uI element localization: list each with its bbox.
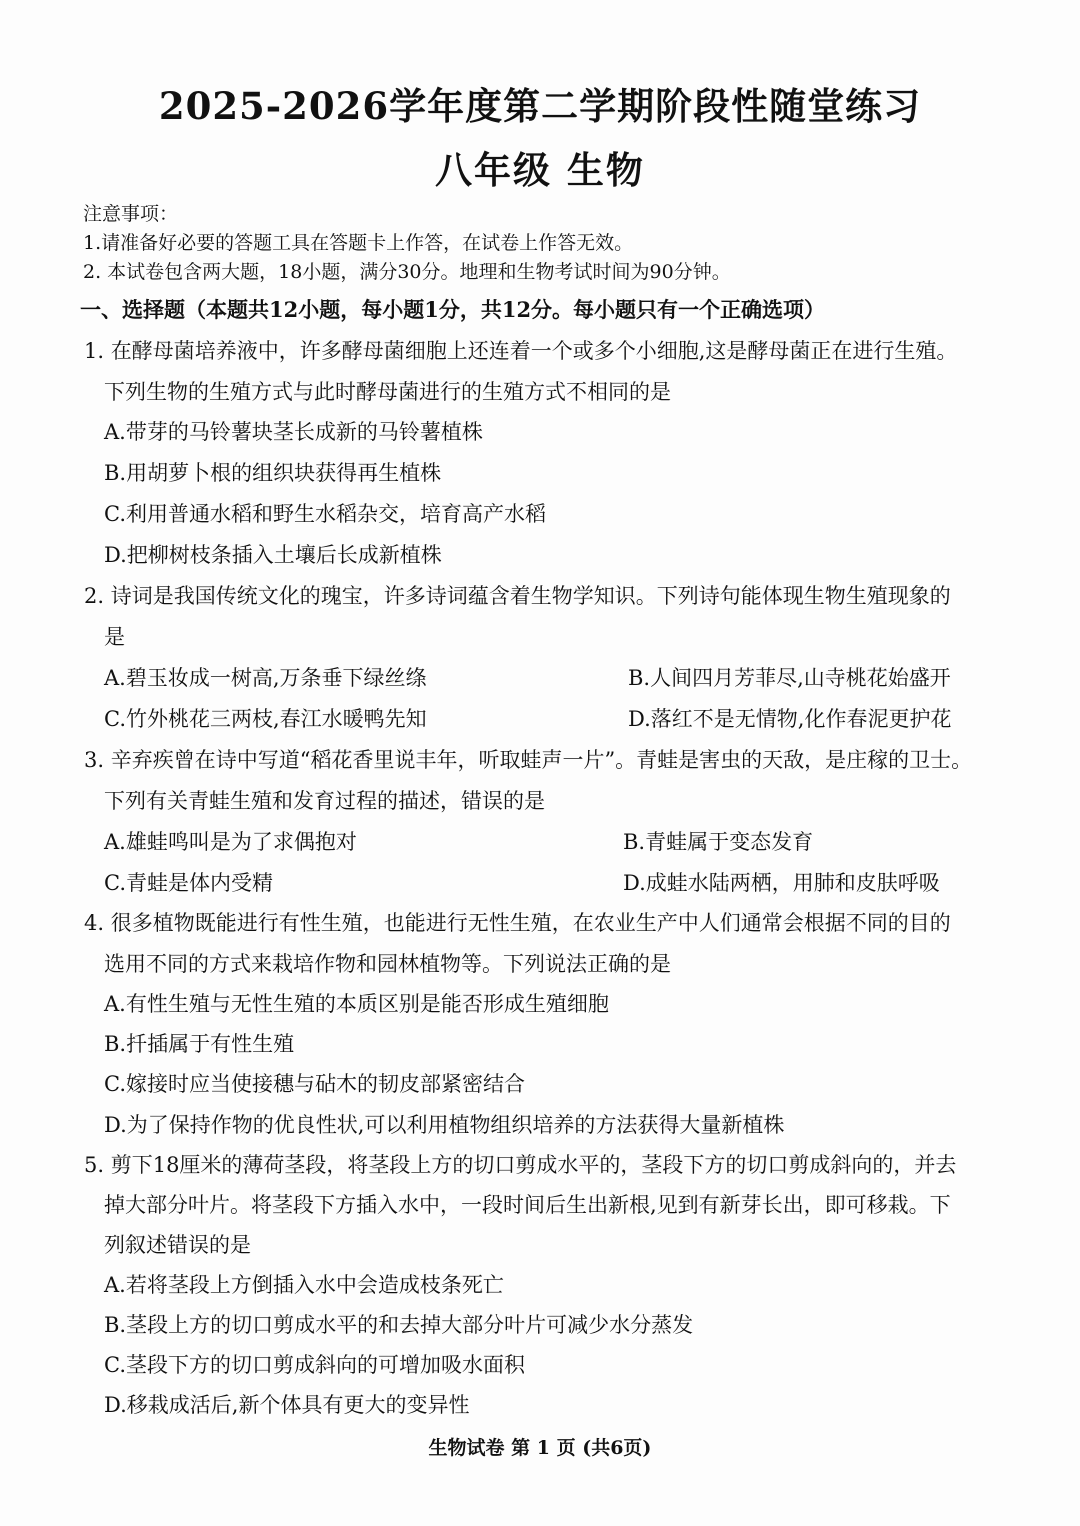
notice-item: 2. 本试卷包含两大题，18小题，满分30分。地理和生物考试时间为90分钟。 xyxy=(83,261,731,283)
option-c: C.竹外桃花三两枝,春江水暖鸭先知 xyxy=(104,707,427,731)
option-b: B.青蛙属于变态发育 xyxy=(623,830,814,854)
option-c: C.茎段下方的切口剪成斜向的可增加吸水面积 xyxy=(104,1353,525,1377)
option-a: A.碧玉妆成一树高,万条垂下绿丝绦 xyxy=(104,666,427,690)
question-stem: 2. 诗词是我国传统文化的瑰宝，许多诗词蕴含着生物学知识。下列诗句能体现生物生殖现象的 xyxy=(84,584,951,608)
option-d: D.把柳树枝条插入土壤后长成新植株 xyxy=(104,543,442,567)
exam-subtitle: 八年级 生物 xyxy=(435,148,645,192)
notice-heading: 注意事项： xyxy=(83,203,179,225)
question-stem: 下列生物的生殖方式与此时酵母菌进行的生殖方式不相同的是 xyxy=(104,380,671,404)
option-c: C.青蛙是体内受精 xyxy=(104,871,273,895)
option-d: D.成蛙水陆两栖，用肺和皮肤呼吸 xyxy=(623,871,940,895)
option-c: C.利用普通水稻和野生水稻杂交，培育高产水稻 xyxy=(104,502,546,526)
page-footer: 生物试卷 第 1 页 (共6页) xyxy=(428,1437,652,1459)
exam-title: 2025-2026学年度第二学期阶段性随堂练习 xyxy=(158,84,922,128)
section-title: 一、选择题（本题共12小题，每小题1分，共12分。每小题只有一个正确选项） xyxy=(80,297,826,322)
option-c: C.嫁接时应当使接穗与砧木的韧皮部紧密结合 xyxy=(104,1072,525,1096)
question-stem: 4. 很多植物既能进行有性生殖，也能进行无性生殖，在农业生产中人们通常会根据不同的目的 xyxy=(84,911,951,935)
option-d: D.为了保持作物的优良性状,可以利用植物组织培养的方法获得大量新植株 xyxy=(104,1113,785,1137)
question-stem: 掉大部分叶片。将茎段下方插入水中，一段时间后生出新根,见到有新芽长出，即可移栽。下 xyxy=(104,1193,951,1217)
option-a: A.有性生殖与无性生殖的本质区别是能否形成生殖细胞 xyxy=(104,992,609,1016)
option-a: A.雄蛙鸣叫是为了求偶抱对 xyxy=(104,830,357,854)
question-stem: 是 xyxy=(104,625,125,649)
notice-item: 1.请准备好必要的答题工具在答题卡上作答，在试卷上作答无效。 xyxy=(83,232,634,254)
question-stem: 5. 剪下18厘米的薄荷茎段，将茎段上方的切口剪成水平的，茎段下方的切口剪成斜向的，并去 xyxy=(84,1153,957,1177)
question-stem: 3. 辛弃疾曾在诗中写道“稻花香里说丰年，听取蛙声一片”。青蛙是害虫的天敌，是庄稼的卫士。 xyxy=(84,748,973,772)
question-stem: 1. 在酵母菌培养液中，许多酵母菌细胞上还连着一个或多个小细胞,这是酵母菌正在进行生殖。 xyxy=(84,339,958,363)
option-a: A.若将茎段上方倒插入水中会造成枝条死亡 xyxy=(104,1273,504,1297)
option-a: A.带芽的马铃薯块茎长成新的马铃薯植株 xyxy=(104,420,483,444)
option-b: B.扦插属于有性生殖 xyxy=(104,1032,295,1056)
option-d: D.移栽成活后,新个体具有更大的变异性 xyxy=(104,1393,470,1417)
question-stem: 列叙述错误的是 xyxy=(104,1233,251,1257)
option-d: D.落红不是无情物,化作春泥更护花 xyxy=(628,707,952,731)
question-stem: 选用不同的方式来栽培作物和园林植物等。下列说法正确的是 xyxy=(104,952,671,976)
option-b: B.人间四月芳菲尽,山寺桃花始盛开 xyxy=(628,666,951,690)
question-stem: 下列有关青蛙生殖和发育过程的描述，错误的是 xyxy=(104,789,545,813)
option-b: B.茎段上方的切口剪成水平的和去掉大部分叶片可减少水分蒸发 xyxy=(104,1313,694,1337)
option-b: B.用胡萝卜根的组织块获得再生植株 xyxy=(104,461,442,485)
